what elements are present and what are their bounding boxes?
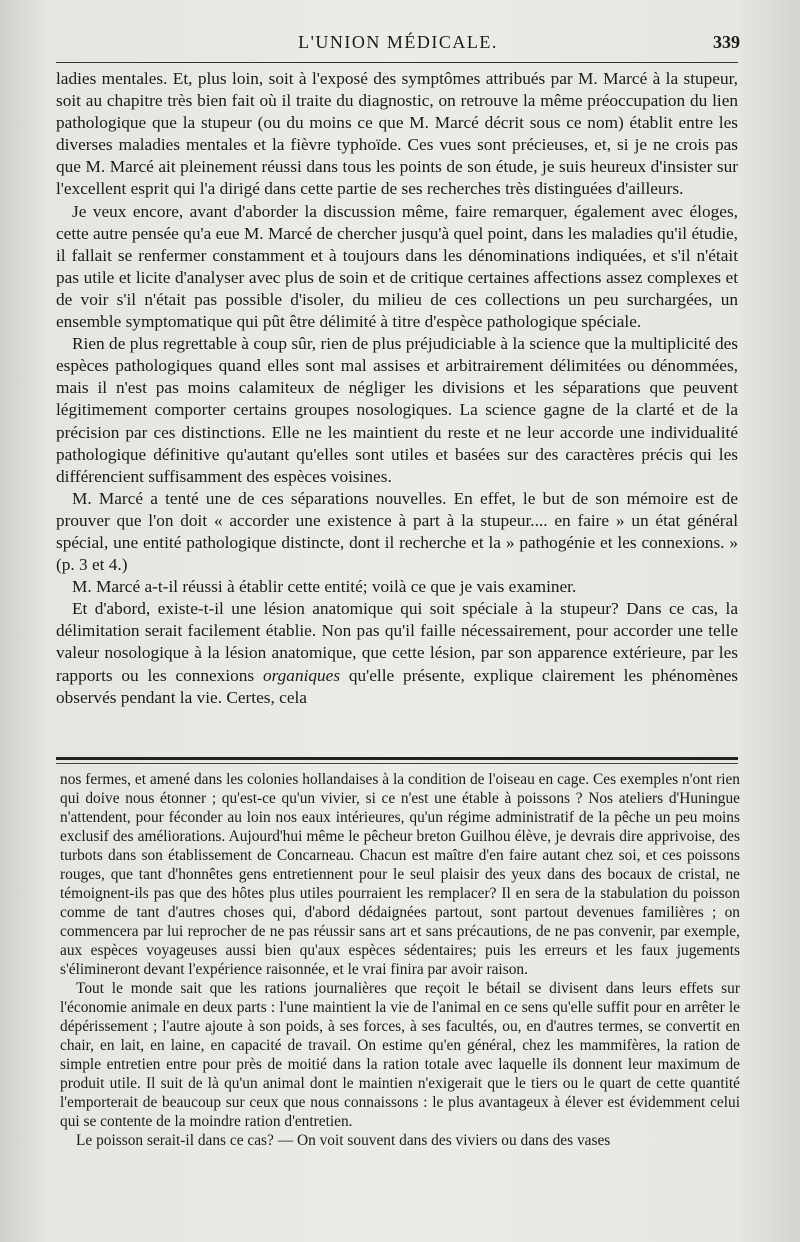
main-paragraph-6-end: qu'elle présente, explique clairement les phénomènes observés pendant la vie. Certes, cela — [56, 665, 738, 707]
note-paragraph-1: nos fermes, et amené dans les colonies hollandaises à la condition de l'oiseau en cage. Ces exemples n'ont rien qui doive nous étonner ; qu'est-ce qu'un vivier, si ce n'est une étable à poissons ? Nos ateliers d'Huningue n'attendent, pour féconder au loin nos eaux intérieures, qu'un régime administratif de la pêche un peu moins exclusif des améliorations. Aujourd'hui même le pêcheur breton Guilhou élève, je devrais dire apprivoise, des turbots dans son établissement de Concarneau. Chacun est maître d'en faire autant chez soi, et ces poissons rouges, que tant d'honnêtes gens entretiennent pour le seul plaisir des yeux dans des bocaux de cristal, ne témoignent-ils pas que des hôtes plus utiles pourraient les remplacer? Il en sera de la stabulation du poisson comme de tant d'autres choses qui, d'abord dédaignées partout, sont partout devenues familières ; on commencera par lui reprocher de ne pas réussir sans art et sans précautions, de ne pas convenir, par exemple, aux espèces voyageuses aussi bien qu'aux espèces sédentaires; puis les erreurs et les faux jugements s'élimineront devant l'expérience raisonnée, et le vrai finira par avoir raison. — [60, 771, 740, 978]
feuilleton-text — [60, 770, 740, 1150]
main-paragraph-1: ladies mentales. Et, plus loin, soit à l'exposé des symptômes attribués par M. Marcé à la stupeur, soit au chapitre très bien fait où il traite du diagnostic, on retrouve la même préoccupation du lien pathologique que la stupeur (ou du moins ce que M. Marcé décrit sous ce nom) établit entre les diverses maladies mentales et la fièvre typhoïde. Ces vues sont précieuses, et, si je ne crois pas que M. Marcé ait pleinement réussi dans tous les points de son étude, je suis heureux d'insister sur l'excellent esprit qui l'a dirigé dans cette partie de ses recherches très distinguées d'ailleurs. — [56, 69, 738, 199]
main-paragraph-3: Rien de plus regrettable à coup sûr, rien de plus préjudiciable à la science que la multiplicité des espèces pathologiques quand elles sont mal assises et arbitrairement délimitées ou dénommées, mais il n'est pas moins calamiteux de négliger les divisions et les séparations que peuvent légitimement comporter certains groupes nosologiques. La science gagne de la clarté et de la précision par ces distinctions. Elle ne les maintient du reste et ne leur accorde une individualité pathologique définitive qu'autant qu'elles sont utiles et basées sur des caractères précis qui les différencient suffisamment des espèces voisines. — [56, 334, 738, 486]
journal-title: L'UNION MÉDICALE. — [298, 32, 498, 52]
header-rule — [56, 62, 738, 63]
footnote-separator-thick — [56, 757, 738, 760]
main-paragraph-2: Je veux encore, avant d'aborder la discussion même, faire remarquer, également avec éloges, cette autre pensée qu'a eue M. Marcé de chercher jusqu'à quel point, dans les maladies qu'il étudie, il fallait se renfermer constamment et à toujours dans les dénominations indiquées, et s'il n'était pas utile et licite d'analyser avec plus de soin et de critique certaines affections assez complexes et de voir s'il n'était pas possible d'isoler, du milieu de ces collections un peu surchargées, un ensemble symptomatique qui pût être délimité à titre d'espèce pathologique spéciale. — [56, 201, 738, 332]
note-paragraph-2: Tout le monde sait que les rations journalières que reçoit le bétail se divisent dans leurs effets sur l'économie animale en deux parts : l'une maintient la vie de l'animal en ce sens qu'elle suffit pour en arrêter le dépérissement ; l'autre ajoute à son poids, à ses forces, à ses facultés, ou, en d'autres termes, se convertit en chair, en lait, en laine, en capacité de travail. On estime qu'en général, chez les mammifères, la ration de simple entretien entre pour près de moitié dans la ration totale avec laquelle ils donnent leur maximum de produit utile. Il suit de là qu'un animal dont le maintien n'exigerait que le tiers ou le quart de cette quantité l'emporterait de beaucoup sur ceux que nous connaissons : le plus avantageux à élever est évidemment celui qui se contente de la moindre ration d'entretien. — [60, 980, 740, 1130]
main-paragraph-4: M. Marcé a tenté une de ces séparations nouvelles. En effet, le but de son mémoire est de prouver que l'on doit « accorder une existence à part à la stupeur.... en faire » un état général spécial, une entité pathologique distincte, dont il recherche et la » pathogénie et les connexions. » (p. 3 et 4.) — [56, 488, 738, 575]
italic-word: organiques — [262, 665, 341, 685]
main-paragraph-5: M. Marcé a-t-il réussi à établir cette entité; voilà ce que je vais examiner. — [72, 577, 577, 597]
footnote-separator-thin — [56, 763, 738, 764]
note-paragraph-3: Le poisson serait-il dans ce cas? — On voit souvent dans des viviers ou dans des vases — [76, 1132, 611, 1149]
running-header — [56, 30, 740, 60]
main-text — [56, 68, 738, 709]
main-paragraph-6 — [56, 598, 738, 708]
main-paragraph-6-start: Et d'abord, existe-t-il une lésion anatomique qui soit spéciale à la stupeur? Dans ce cas, la délimitation serait facilement établie. Non pas qu'il faille nécessairement, pour accorder une telle valeur nosologique à la lésion anatomique, que cette lésion, par son apparence extérieure, par les rapports ou les connexions — [56, 599, 738, 685]
page-number: 339 — [713, 32, 740, 52]
